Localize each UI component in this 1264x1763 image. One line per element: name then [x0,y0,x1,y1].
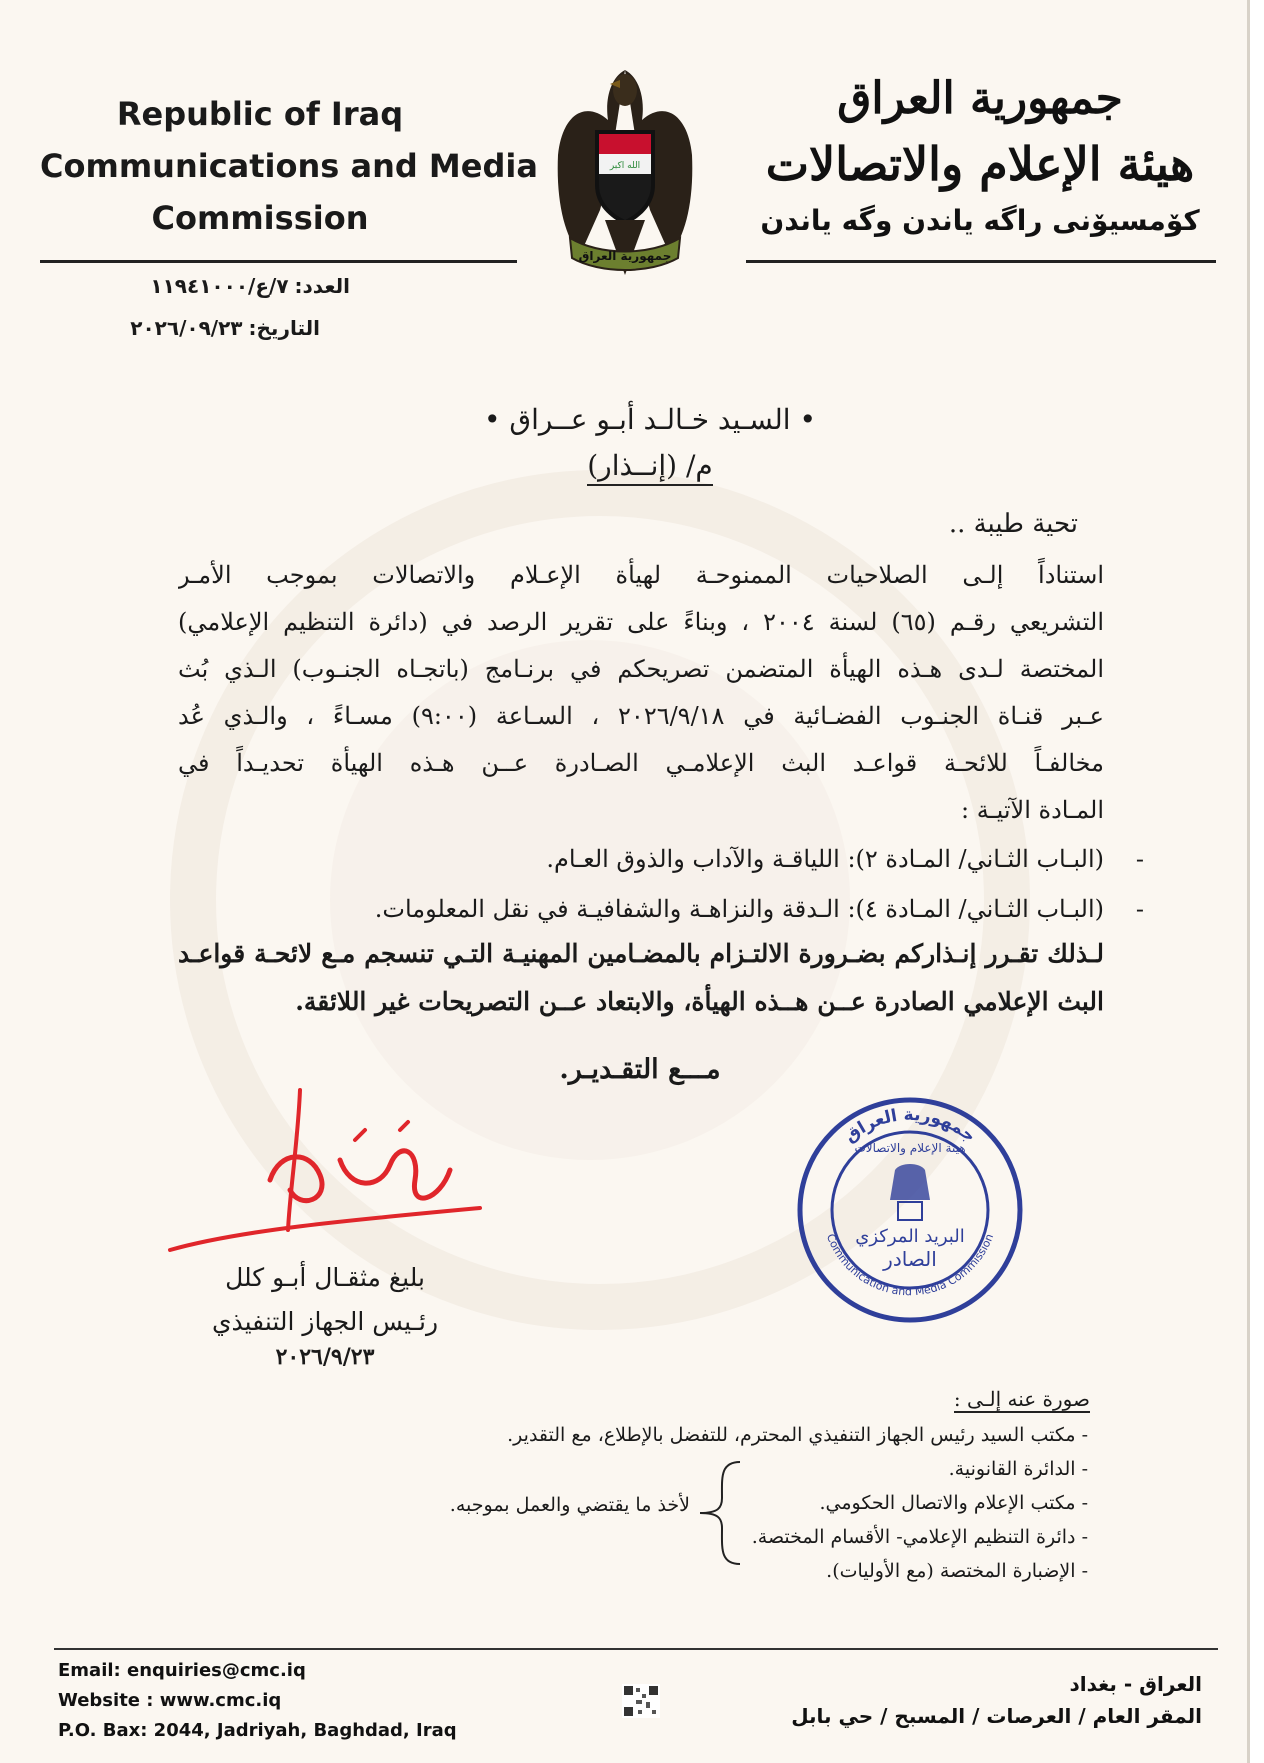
footer-email: Email: enquiries@cmc.iq [58,1660,306,1681]
greeting: تحية طيبة .. [948,509,1078,539]
cc-item: - الإضبارة المختصة (مع الأوليات). [826,1560,1088,1582]
brace-icon [690,1458,746,1568]
letterhead-ar-commission: هيئة الإعلام والاتصالات [765,137,1195,191]
cc-title [954,1384,1090,1414]
conclusion-line: لـذلك تقـرر إنـذاركم بضـرورة الالتـزام بالمضـامين المهنيـة التـي تنسجم مـع لائحـة قواعـد [178,939,1104,968]
conclusion-line: البث الإعلامي الصادرة عــن هــذه الهيأة، والابتعاد عــن التصريحات غير اللائقة. [295,987,1104,1016]
subject-text: م/ (إنــذار) [587,449,713,486]
signatory-title: رئـيس الجهاز التنفيذي [211,1307,439,1336]
qr-code-icon [622,1684,660,1718]
iraq-eagle-emblem-icon [550,60,700,290]
reference-date-value: ٢٠٢٦/٠٩/٢٣ [130,316,243,340]
letterhead-kurdish: كۆمسيۆنى راگه ياندن وگه ياندن [760,204,1200,237]
cc-note: لأخذ ما يقتضي والعمل بموجبه. [449,1494,690,1516]
signatory-name: بليغ مثقـال أبـو كلل [225,1263,425,1292]
body-line: التشريعي رقـم (٦٥) لسنة ٢٠٠٤ ، وبناءً على تقرير الرصد في (دائرة التنظيم الإعلامي) [178,608,1104,636]
footer-street: المقر العام / العرصات / المسبح / حي بابل [791,1704,1202,1728]
cc-item-text: دائرة التنظيم الإعلامي- الأقسام المختصة. [751,1526,1076,1548]
regards: مـــع التقـديـر. [559,1054,721,1085]
violation-item-text: (البـاب الثـاني/ المـادة ٤): الـدقة والنزاهـة والشفافيـة في نقل المعلومات. [374,895,1104,923]
footer-website: Website : www.cmc.iq [58,1690,282,1711]
body-line: المـادة الآتيـة : [961,796,1104,824]
footer-city: العراق - بغداد [1069,1672,1202,1696]
reference-date-label: التاريخ: [248,316,320,340]
stamp-commission-text: هيئة الإعلام والاتصالات [854,1141,966,1155]
signatory [180,1256,470,1344]
body-line: المختصة لـدى هـذه الهيأة المتضمن تصريحكم في برنـامج (باتجـاه الجنـوب) الـذي بُث [178,655,1104,683]
cc-item: - مكتب الإعلام والاتصال الحكومي. [819,1492,1088,1514]
letter-body [178,552,1104,834]
addressee: • السـيد خـالـد أبـو عــراق • [484,403,816,436]
letterhead-en-line-1: Republic of Iraq [116,95,404,133]
cc-item: - دائرة التنظيم الإعلامي- الأقسام المختصة. [751,1526,1088,1548]
stamp-top-text: جمهورية العراق [840,1104,980,1147]
signature-date: ٢٠٢٦/٩/٢٣ [275,1344,375,1370]
body-line: عـبر قنـاة الجنـوب الفضـائية في ٢٠٢٦/٩/١٨ ، السـاعة (٩:٠٠) مسـاءً ، والـذي عُد [178,702,1104,730]
violation-item-text: (البـاب الثـاني/ المـادة ٢): اللياقـة والآداب والذوق العـام. [546,845,1104,873]
footer-divider [54,1648,1218,1650]
header-divider-left [40,260,517,263]
emblem-banner-text: جمهورية العراق [578,249,672,263]
letterhead-en-line-3: Commission [151,199,369,237]
english-letterhead [40,88,538,244]
cc-title-text: صورة عنه إلـى : [953,1387,1090,1411]
stamp-center-text: البريد المركزي [855,1226,965,1247]
reference-number [150,274,350,298]
official-stamp-icon [790,1090,1030,1330]
letterhead-ar-country: جمهورية العراق [837,73,1123,124]
cc-item-text: الإضبارة المختصة (مع الأوليات). [826,1560,1076,1582]
footer-contact [58,1656,457,1746]
reference-number-value: ٧/ع/١١٩٤١٠٠٠ [150,274,289,298]
body-line: استناداً إلـى الصلاحيات الممنوحـة لهيأة الإعـلام والاتصالات بموجب الأمـر [178,561,1104,589]
handwritten-signature-icon [150,1080,510,1270]
reference-date [130,316,320,340]
header-divider-right [746,260,1216,263]
body-line: مخالفـاً للائحـة قواعـد البث الإعلامـي الصـادرة عــن هـذه الهيأة تحديـداً في [178,749,1104,777]
arabic-letterhead [760,68,1200,244]
emblem-flag-text: الله اكبر [609,161,641,171]
violation-items [178,834,1144,934]
cc-item-text: مكتب السيد رئيس الجهاز التنفيذي المحترم، للتفضل بالإطلاع، مع التقدير. [507,1424,1076,1446]
conclusion [178,930,1104,1026]
violation-item: - (البـاب الثـاني/ المـادة ٢): اللياقـة والآداب والذوق العـام. [546,845,1144,873]
violation-item: - (البـاب الثـاني/ المـادة ٤): الـدقة والنزاهـة والشفافيـة في نقل المعلومات. [374,895,1144,923]
subject [300,446,1000,486]
cc-item-text: مكتب الإعلام والاتصال الحكومي. [819,1492,1076,1514]
stamp-center-text-2: الصادر [883,1247,937,1271]
cc-item-text: الدائرة القانونية. [948,1458,1076,1480]
stamp-english-text: Communication and Media Commission [823,1232,997,1299]
cc-item: - الدائرة القانونية. [948,1458,1088,1480]
cc-item: - مكتب السيد رئيس الجهاز التنفيذي المحترم، للتفضل بالإطلاع، مع التقدير. [507,1424,1088,1446]
letterhead-en-line-2: Communications and Media [40,147,538,185]
reference-number-label: العدد: [294,274,350,298]
footer-pobox: P.O. Bax: 2044, Jadriyah, Baghdad, Iraq [58,1720,457,1741]
footer-address [791,1668,1202,1732]
